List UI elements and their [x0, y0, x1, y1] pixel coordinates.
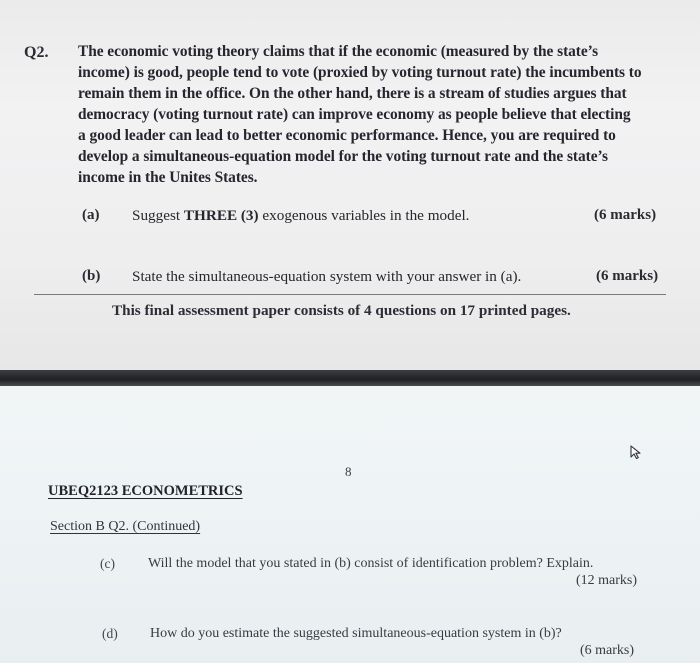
page-gap — [0, 370, 700, 386]
page-footer: This final assessment paper consists of 4 questions on 17 printed pages. — [112, 302, 571, 319]
part-d-label: (d) — [102, 626, 118, 641]
course-title: UBEQ2123 ECONOMETRICS — [48, 483, 243, 499]
part-d-text: How do you estimate the suggested simultaneous-equation system in (b)? — [150, 626, 562, 641]
part-b-label: (b) — [82, 268, 101, 284]
part-a-marks: (6 marks) — [594, 207, 657, 223]
question-line: democracy (voting turnout rate) can improve economy as people believe that electing — [78, 106, 631, 123]
part-d-marks: (6 marks) — [580, 643, 635, 658]
question-line: income) is good, people tend to vote (proxied by voting turnout rate) the incumbents to — [78, 64, 642, 81]
part-b-text: State the simultaneous-equation system with your answer in (a). — [132, 268, 522, 285]
footer-divider — [34, 294, 666, 295]
part-a-text: Suggest THREE (3) exogenous variables in the model. — [132, 207, 470, 224]
part-a-label: (a) — [82, 207, 100, 223]
part-c-label: (c) — [100, 556, 115, 571]
question-line: income in the Unites States. — [78, 169, 258, 186]
part-c-text: Will the model that you stated in (b) consist of identification problem? Explain. — [148, 556, 594, 571]
question-line: develop a simultaneous-equation model for the voting turnout rate and the state’s — [78, 148, 608, 165]
section-heading: Section B Q2. (Continued) — [50, 519, 201, 534]
mouse-pointer-icon — [628, 444, 644, 460]
question-line: remain them in the office. On the other hand, there is a stream of studies argues that — [78, 85, 627, 102]
part-c-marks: (12 marks) — [576, 573, 638, 588]
page-number: 8 — [345, 464, 352, 479]
question-number: Q2. — [24, 44, 49, 61]
question-line: The economic voting theory claims that if the economic (measured by the state’s — [78, 43, 599, 60]
part-b-marks: (6 marks) — [596, 268, 659, 284]
question-line: a good leader can lead to better economic performance. Hence, you are required to — [78, 127, 616, 144]
